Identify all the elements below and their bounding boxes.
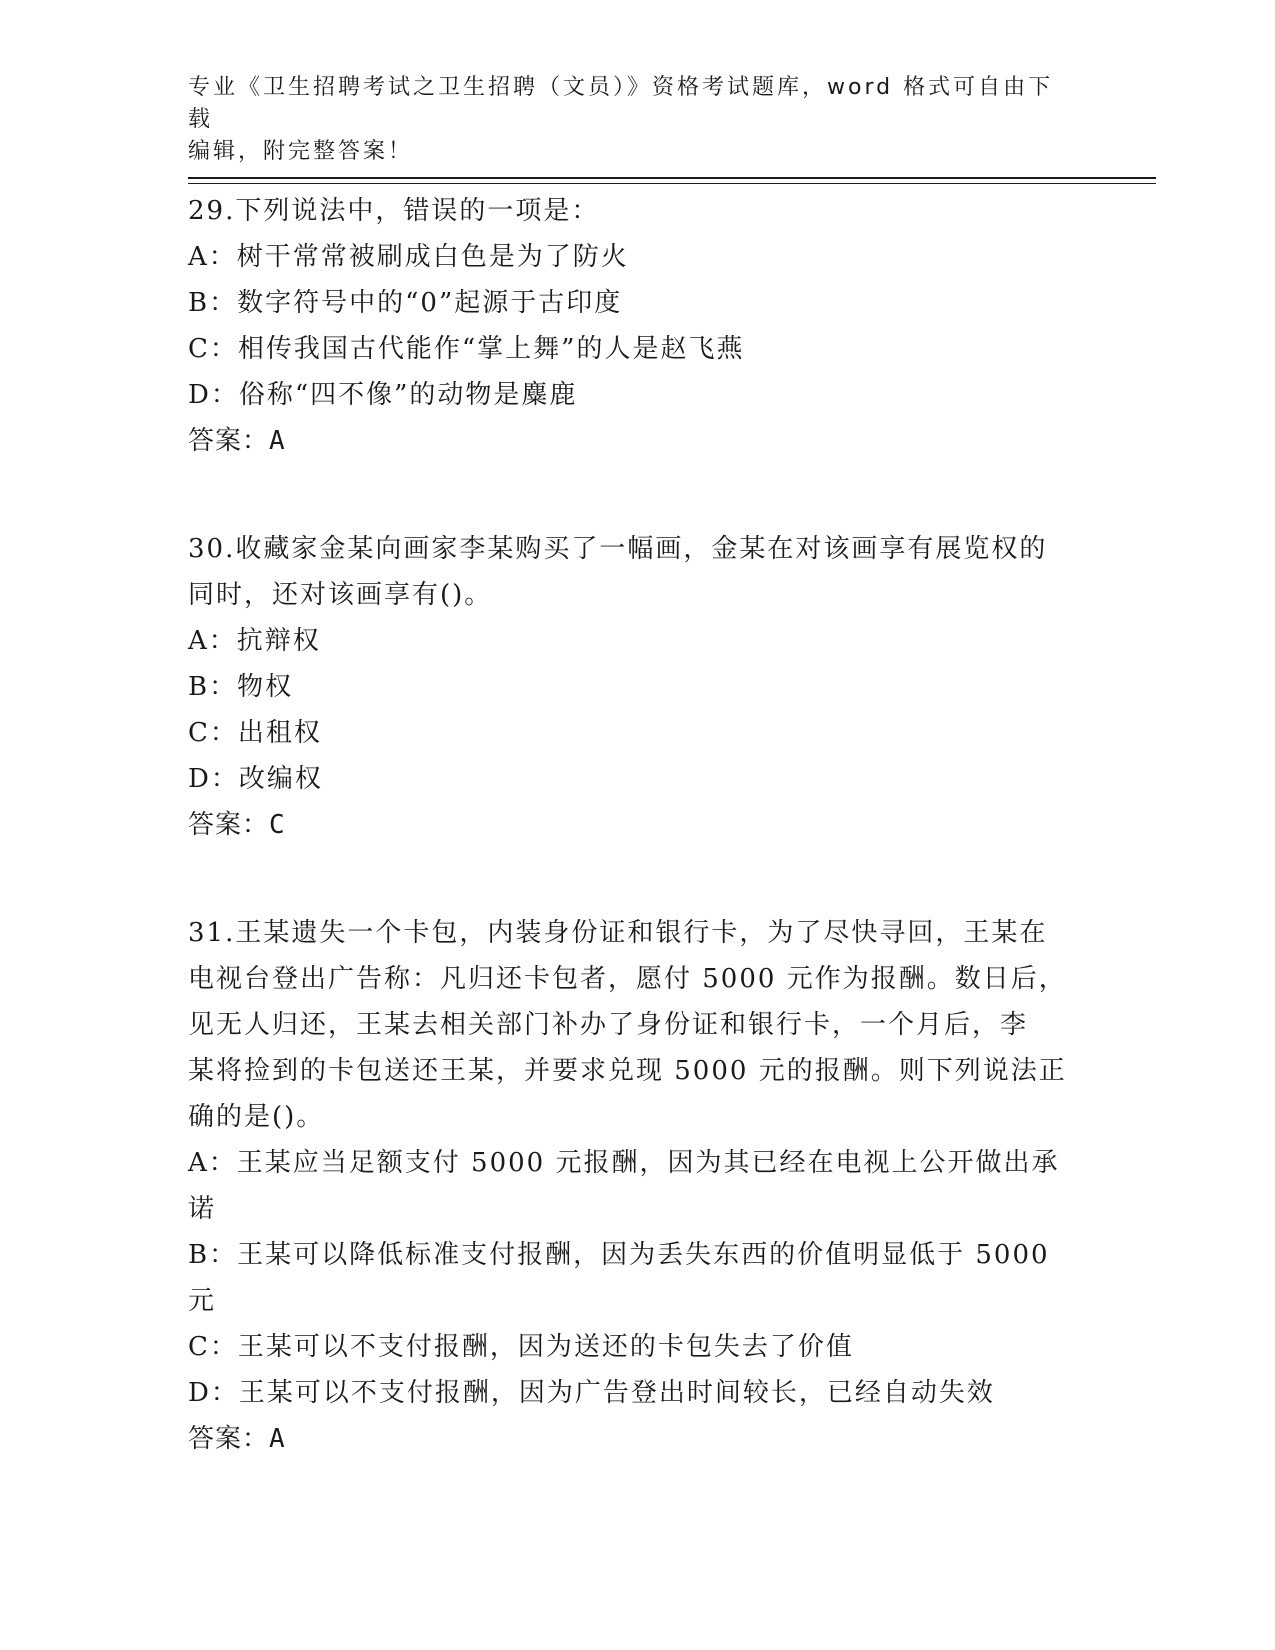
question-spacer [188,464,1088,526]
question-stem-line-3: 见无人归还，王某去相关部门补办了身份证和银行卡，一个月后，李 [188,1010,1029,1040]
option-c: C：出租权 [188,718,322,748]
question-stem-line-1: 31.王某遗失一个卡包，内装身份证和银行卡，为了尽快寻回，王某在 [188,918,1048,948]
option-d: D：改编权 [188,764,323,794]
question-29 [188,188,1088,464]
option-a-line-1: A：王某应当足额支付 5000 元报酬，因为其已经在电视上公开做出承 [188,1148,1060,1178]
answer-line [188,418,1088,464]
question-list [188,188,1088,1462]
question-stem-line-1: 30.收藏家金某向画家李某购买了一幅画，金某在对该画享有展览权的 [188,534,1048,564]
answer-value: C [269,810,286,840]
question-stem-line-2: 同时，还对该画享有()。 [188,580,493,610]
answer-line [188,802,1088,848]
question-spacer [188,848,1088,910]
option-d: D：王某可以不支付报酬，因为广告登出时间较长，已经自动失效 [188,1378,995,1408]
answer-line [188,1416,1088,1462]
option-a-line-2: 诺 [188,1194,217,1224]
option-b: B：物权 [188,672,294,702]
answer-label: 答案： [188,426,270,456]
question-stem: 29.下列说法中，错误的一项是： [188,196,600,226]
question-stem-line-2: 电视台登出广告称：凡归还卡包者，愿付 5000 元作为报酬。数日后， [188,964,1067,994]
answer-label: 答案： [188,810,270,840]
header-divider-thick [188,177,1156,179]
answer-label: 答案： [188,1424,270,1454]
option-b-line-1: B：王某可以降低标准支付报酬，因为丢失东西的价值明显低于 5000 [188,1240,1050,1270]
question-30 [188,526,1088,848]
option-b-line-2: 元 [188,1286,217,1316]
answer-value: A [269,426,286,456]
answer-value: A [269,1424,286,1454]
option-c: C：相传我国古代能作“掌上舞”的人是赵飞燕 [188,334,745,364]
option-a: A：树干常常被刷成白色是为了防火 [188,242,629,272]
option-c: C：王某可以不支付报酬，因为送还的卡包失去了价值 [188,1332,854,1362]
option-b: B：数字符号中的“0”起源于古印度 [188,288,623,318]
header-divider-thin [188,183,1156,184]
question-31 [188,910,1088,1462]
option-a: A：抗辩权 [188,626,321,656]
option-d: D：俗称“四不像”的动物是麋鹿 [188,380,578,410]
header-line-1: 专业《卫生招聘考试之卫生招聘（文员）》资格考试题库，word 格式可自由下载 [188,75,1054,132]
question-stem-line-4: 某将捡到的卡包送还王某，并要求兑现 5000 元的报酬。则下列说法正 [188,1056,1067,1086]
question-stem-line-5: 确的是()。 [188,1102,325,1132]
header-line-2: 编辑，附完整答案！ [188,139,414,164]
document-header [188,72,1068,168]
